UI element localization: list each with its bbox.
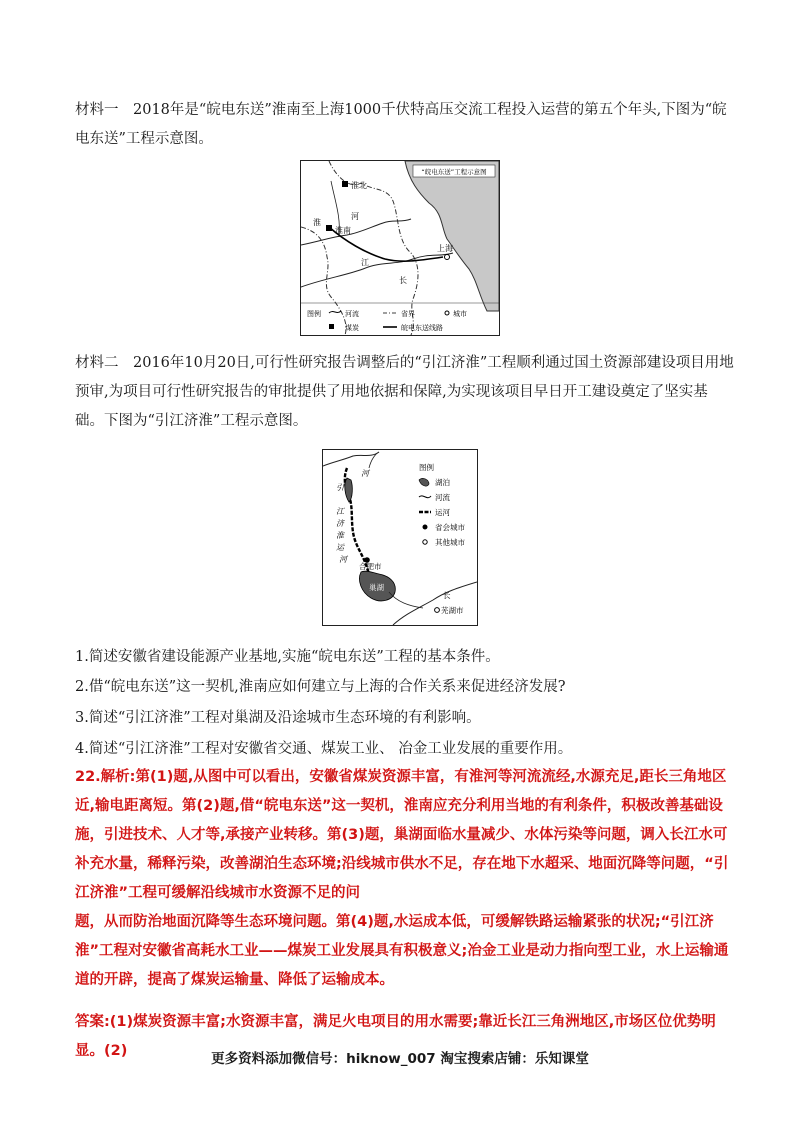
map-yinjiang-jihuai (322, 449, 478, 626)
analysis-paragraph-2: 题，从而防治地面沉降等生态环境问题。第(4)题,水运成本低，可缓解铁路运输紧张的状况;“引江济淮”工程对安徽省高耗水工业——煤炭工业发展具有积极意义;冶金工业是动力指向型工业，水上运输通道的开辟，提高了煤炭运输量、降低了运输成本。 (75, 914, 729, 988)
legend-line: 皖电东送线路 (401, 324, 443, 332)
label-yin: 引 (336, 483, 344, 492)
map-wandian-dongsong (300, 160, 500, 336)
legend-lake-symbol (419, 478, 429, 486)
legend-river-symbol (329, 311, 341, 313)
map-wandian-dongsong-svg (301, 161, 499, 335)
legend-coal: 煤炭 (345, 324, 359, 332)
legend-other-symbol (423, 540, 427, 544)
footer-note: 更多资料添加微信号：hiknow_007 淘宝搜索店铺：乐知课堂 (211, 1051, 589, 1067)
coal-marker (342, 181, 348, 187)
question-1: 1.简述安徽省建设能源产业基地,实施“皖电东送”工程的基本条件。 (75, 649, 500, 665)
label-chang: 长 (443, 591, 451, 600)
legend-city-symbol (445, 311, 449, 315)
legend-river: 河流 (345, 310, 359, 318)
legend-river: 河流 (435, 493, 450, 502)
city-marker (435, 608, 440, 613)
lake-north (345, 478, 352, 502)
province-border-east (329, 161, 418, 335)
map-yinjiang-jihuai-svg (323, 450, 477, 625)
label-wuhu: 芜湖市 (441, 606, 464, 615)
label-yun: 运 (336, 543, 344, 552)
legend-city: 城市 (453, 310, 467, 318)
label-ji: 济 (336, 519, 344, 528)
label-hefei: 合肥市 (359, 562, 382, 571)
label-chang: 长 (399, 276, 407, 285)
label-huai: 淮 (336, 531, 344, 540)
coal-marker (326, 225, 332, 231)
label-chaohu: 巢湖 (369, 583, 384, 592)
answer-line: 答案:(1)煤炭资源丰富;水资源丰富，满足火电项目的用水需要;靠近长江三角洲地区,市场区位优势明显。(2) (75, 1014, 716, 1059)
legend-heading: 图例 (419, 463, 434, 472)
label-jiang: 江 (336, 507, 344, 516)
question-2: 2.借“皖电东送”这一契机,淮南应如何建立与上海的合作关系来促进经济发展? (75, 679, 566, 695)
label-jiang: 江 (361, 258, 369, 267)
legend-capital: 省会城市 (435, 523, 465, 532)
sea-area (405, 161, 499, 311)
material-two-text: 材料二 2016年10月20日,可行性研究报告调整后的“引江济淮”工程顺利通过国土资源部建设项目用地预审,为项目可行性研究报告的审批提供了用地依据和保障,为实现该项目早日开工建设奠定了坚实基础。下图为“引江济淮”工程示意图。 (75, 355, 734, 429)
label-he2: 河 (339, 555, 347, 564)
legend-river-symbol (419, 496, 431, 498)
legend-coal-symbol (329, 324, 334, 329)
legend-capital-symbol (423, 525, 428, 530)
question-3: 3.简述“引江济淮”工程对巢湖及沿途城市生态环境的有利影响。 (75, 710, 481, 726)
legend-lake: 湖泊 (435, 478, 450, 487)
label-huaibei: 淮北 (351, 181, 367, 190)
label-huainan: 淮南 (335, 226, 351, 235)
legend-other: 其他城市 (435, 538, 465, 547)
label-he: 河 (351, 212, 359, 221)
legend-border: 省界 (401, 310, 415, 318)
legend-heading: 图例 (307, 310, 321, 318)
label-shanghai: 上海 (437, 244, 453, 253)
legend-canal: 运河 (435, 508, 450, 517)
analysis-paragraph-1: 22.解析:第(1)题,从图中可以看出，安徽省煤炭资源丰富，有淮河等河流流经,水源充足,距长三角地区近,输电距离短。第(2)题,借“皖电东送”这一契机，淮南应充分利用当地的有利条件，积极改善基础设施，引进技术、人才等,承接产业转移。第(3)题，巢湖面临水量减少、水体污染等问题，调入长江水可补充水量，稀释污染，改善湖泊生态环境;沿线城市供水不足，存在地下水超采、地面沉降等问题，“引江济淮”工程可缓解沿线城市水资源不足的问 (75, 769, 729, 901)
material-one-text: 材料一 2018年是“皖电东送”淮南至上海1000千伏特高压交流工程投入运营的第五个年头,下图为“皖电东送”工程示意图。 (75, 102, 727, 147)
label-huai: 淮 (313, 218, 321, 227)
map-title: “皖电东送”工程示意图 (421, 168, 487, 176)
question-4: 4.简述“引江济淮”工程对安徽省交通、煤炭工业、 冶金工业发展的重要作用。 (75, 741, 573, 757)
label-he: 河 (361, 469, 369, 478)
city-marker (445, 255, 450, 260)
